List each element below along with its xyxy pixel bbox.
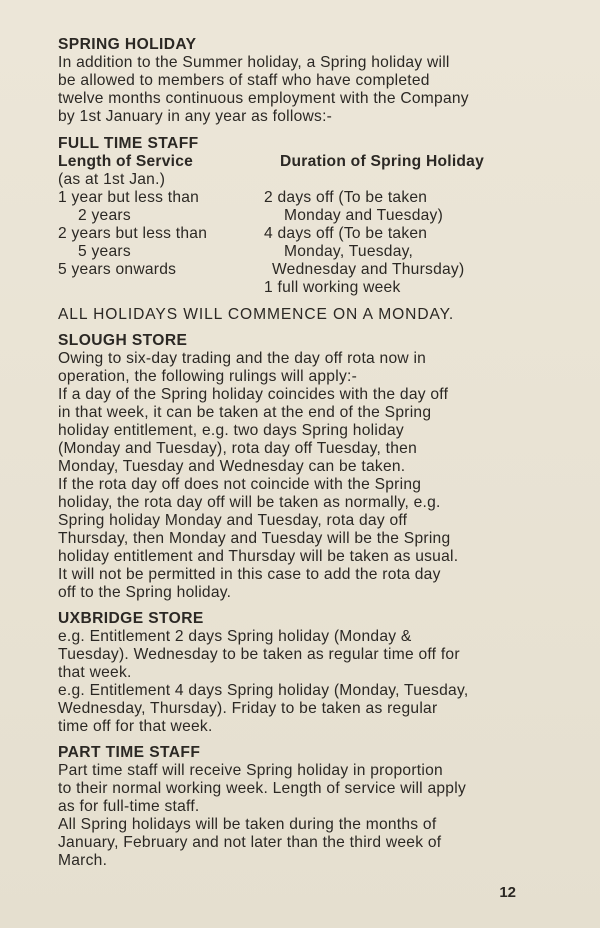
slough-line: It will not be permitted in this case to add the rota day xyxy=(58,566,441,583)
slough-line: off to the Spring holiday. xyxy=(58,584,232,601)
duration-line: Monday and Tuesday) xyxy=(284,207,444,224)
duration-line: 1 full working week xyxy=(264,279,401,296)
service-cell xyxy=(58,189,264,225)
as-at-note: (as at 1st Jan.) xyxy=(58,171,166,188)
full-time-heading: FULL TIME STAFF xyxy=(58,135,199,152)
slough-store-heading: SLOUGH STORE xyxy=(58,332,188,349)
text-column xyxy=(58,36,520,870)
page-number: 12 xyxy=(499,884,516,901)
service-duration-table xyxy=(58,153,520,297)
duration-line: 2 days off (To be taken xyxy=(264,189,428,206)
spring-intro-line: by 1st January in any year as follows:- xyxy=(58,108,333,125)
service-line: 1 year but less than xyxy=(58,189,200,206)
service-cell: 5 years onwards xyxy=(58,261,177,278)
uxbridge-line: time off for that week. xyxy=(58,718,213,735)
service-line: 5 years xyxy=(78,243,131,260)
slough-line: Owing to six-day trading and the day off rota now in xyxy=(58,350,427,367)
service-column-header: Length of Service xyxy=(58,153,194,170)
duration-line: 4 days off (To be taken xyxy=(264,225,428,242)
slough-line: Monday, Tuesday and Wednesday can be taken. xyxy=(58,458,406,475)
duration-line: Wednesday and Thursday) xyxy=(272,261,465,278)
slough-line: operation, the following rulings will apply:- xyxy=(58,368,358,385)
part-time-line: as for full-time staff. xyxy=(58,798,200,815)
slough-line: holiday entitlement and Thursday will be taken as usual. xyxy=(58,548,459,565)
uxbridge-line: Tuesday). Wednesday to be taken as regular time off for xyxy=(58,646,460,663)
slough-line: holiday entitlement, e.g. two days Spring holiday xyxy=(58,422,404,439)
uxbridge-line: Wednesday, Thursday). Friday to be taken as regular xyxy=(58,700,438,717)
slough-line: Thursday, then Monday and Tuesday will be the Spring xyxy=(58,530,451,547)
slough-line: in that week, it can be taken at the end of the Spring xyxy=(58,404,432,421)
part-time-line: Part time staff will receive Spring holiday in proportion xyxy=(58,762,443,779)
duration-cell xyxy=(264,225,520,279)
slough-line: Spring holiday Monday and Tuesday, rota day off xyxy=(58,512,408,529)
all-holidays-note: ALL HOLIDAYS WILL COMMENCE ON A MONDAY. xyxy=(58,306,455,323)
part-time-heading: PART TIME STAFF xyxy=(58,744,201,761)
spring-intro-line: twelve months continuous employment with the Company xyxy=(58,90,469,107)
part-time-line: All Spring holidays will be taken during the months of xyxy=(58,816,437,833)
uxbridge-line: that week. xyxy=(58,664,132,681)
duration-column-header: Duration of Spring Holiday xyxy=(280,153,485,170)
duration-cell xyxy=(264,189,520,225)
part-time-line: to their normal working week. Length of service will apply xyxy=(58,780,466,797)
service-line: 2 years xyxy=(78,207,131,224)
slough-line: holiday, the rota day off will be taken as normally, e.g. xyxy=(58,494,441,511)
slough-line: (Monday and Tuesday), rota day off Tuesday, then xyxy=(58,440,418,457)
part-time-line: March. xyxy=(58,852,108,869)
slough-line: If the rota day off does not coincide with the Spring xyxy=(58,476,422,493)
duration-line: Monday, Tuesday, xyxy=(284,243,414,260)
spring-intro-line: be allowed to members of staff who have completed xyxy=(58,72,430,89)
uxbridge-line: e.g. Entitlement 2 days Spring holiday (Monday & xyxy=(58,628,412,645)
duration-cell xyxy=(264,279,520,297)
spring-intro-line: In addition to the Summer holiday, a Spring holiday will xyxy=(58,54,450,71)
uxbridge-store-heading: UXBRIDGE STORE xyxy=(58,610,204,627)
spring-holiday-heading: SPRING HOLIDAY xyxy=(58,36,197,53)
uxbridge-line: e.g. Entitlement 4 days Spring holiday (Monday, Tuesday, xyxy=(58,682,469,699)
slough-line: If a day of the Spring holiday coincides with the day off xyxy=(58,386,449,403)
part-time-line: January, February and not later than the third week of xyxy=(58,834,442,851)
service-line: 2 years but less than xyxy=(58,225,208,242)
